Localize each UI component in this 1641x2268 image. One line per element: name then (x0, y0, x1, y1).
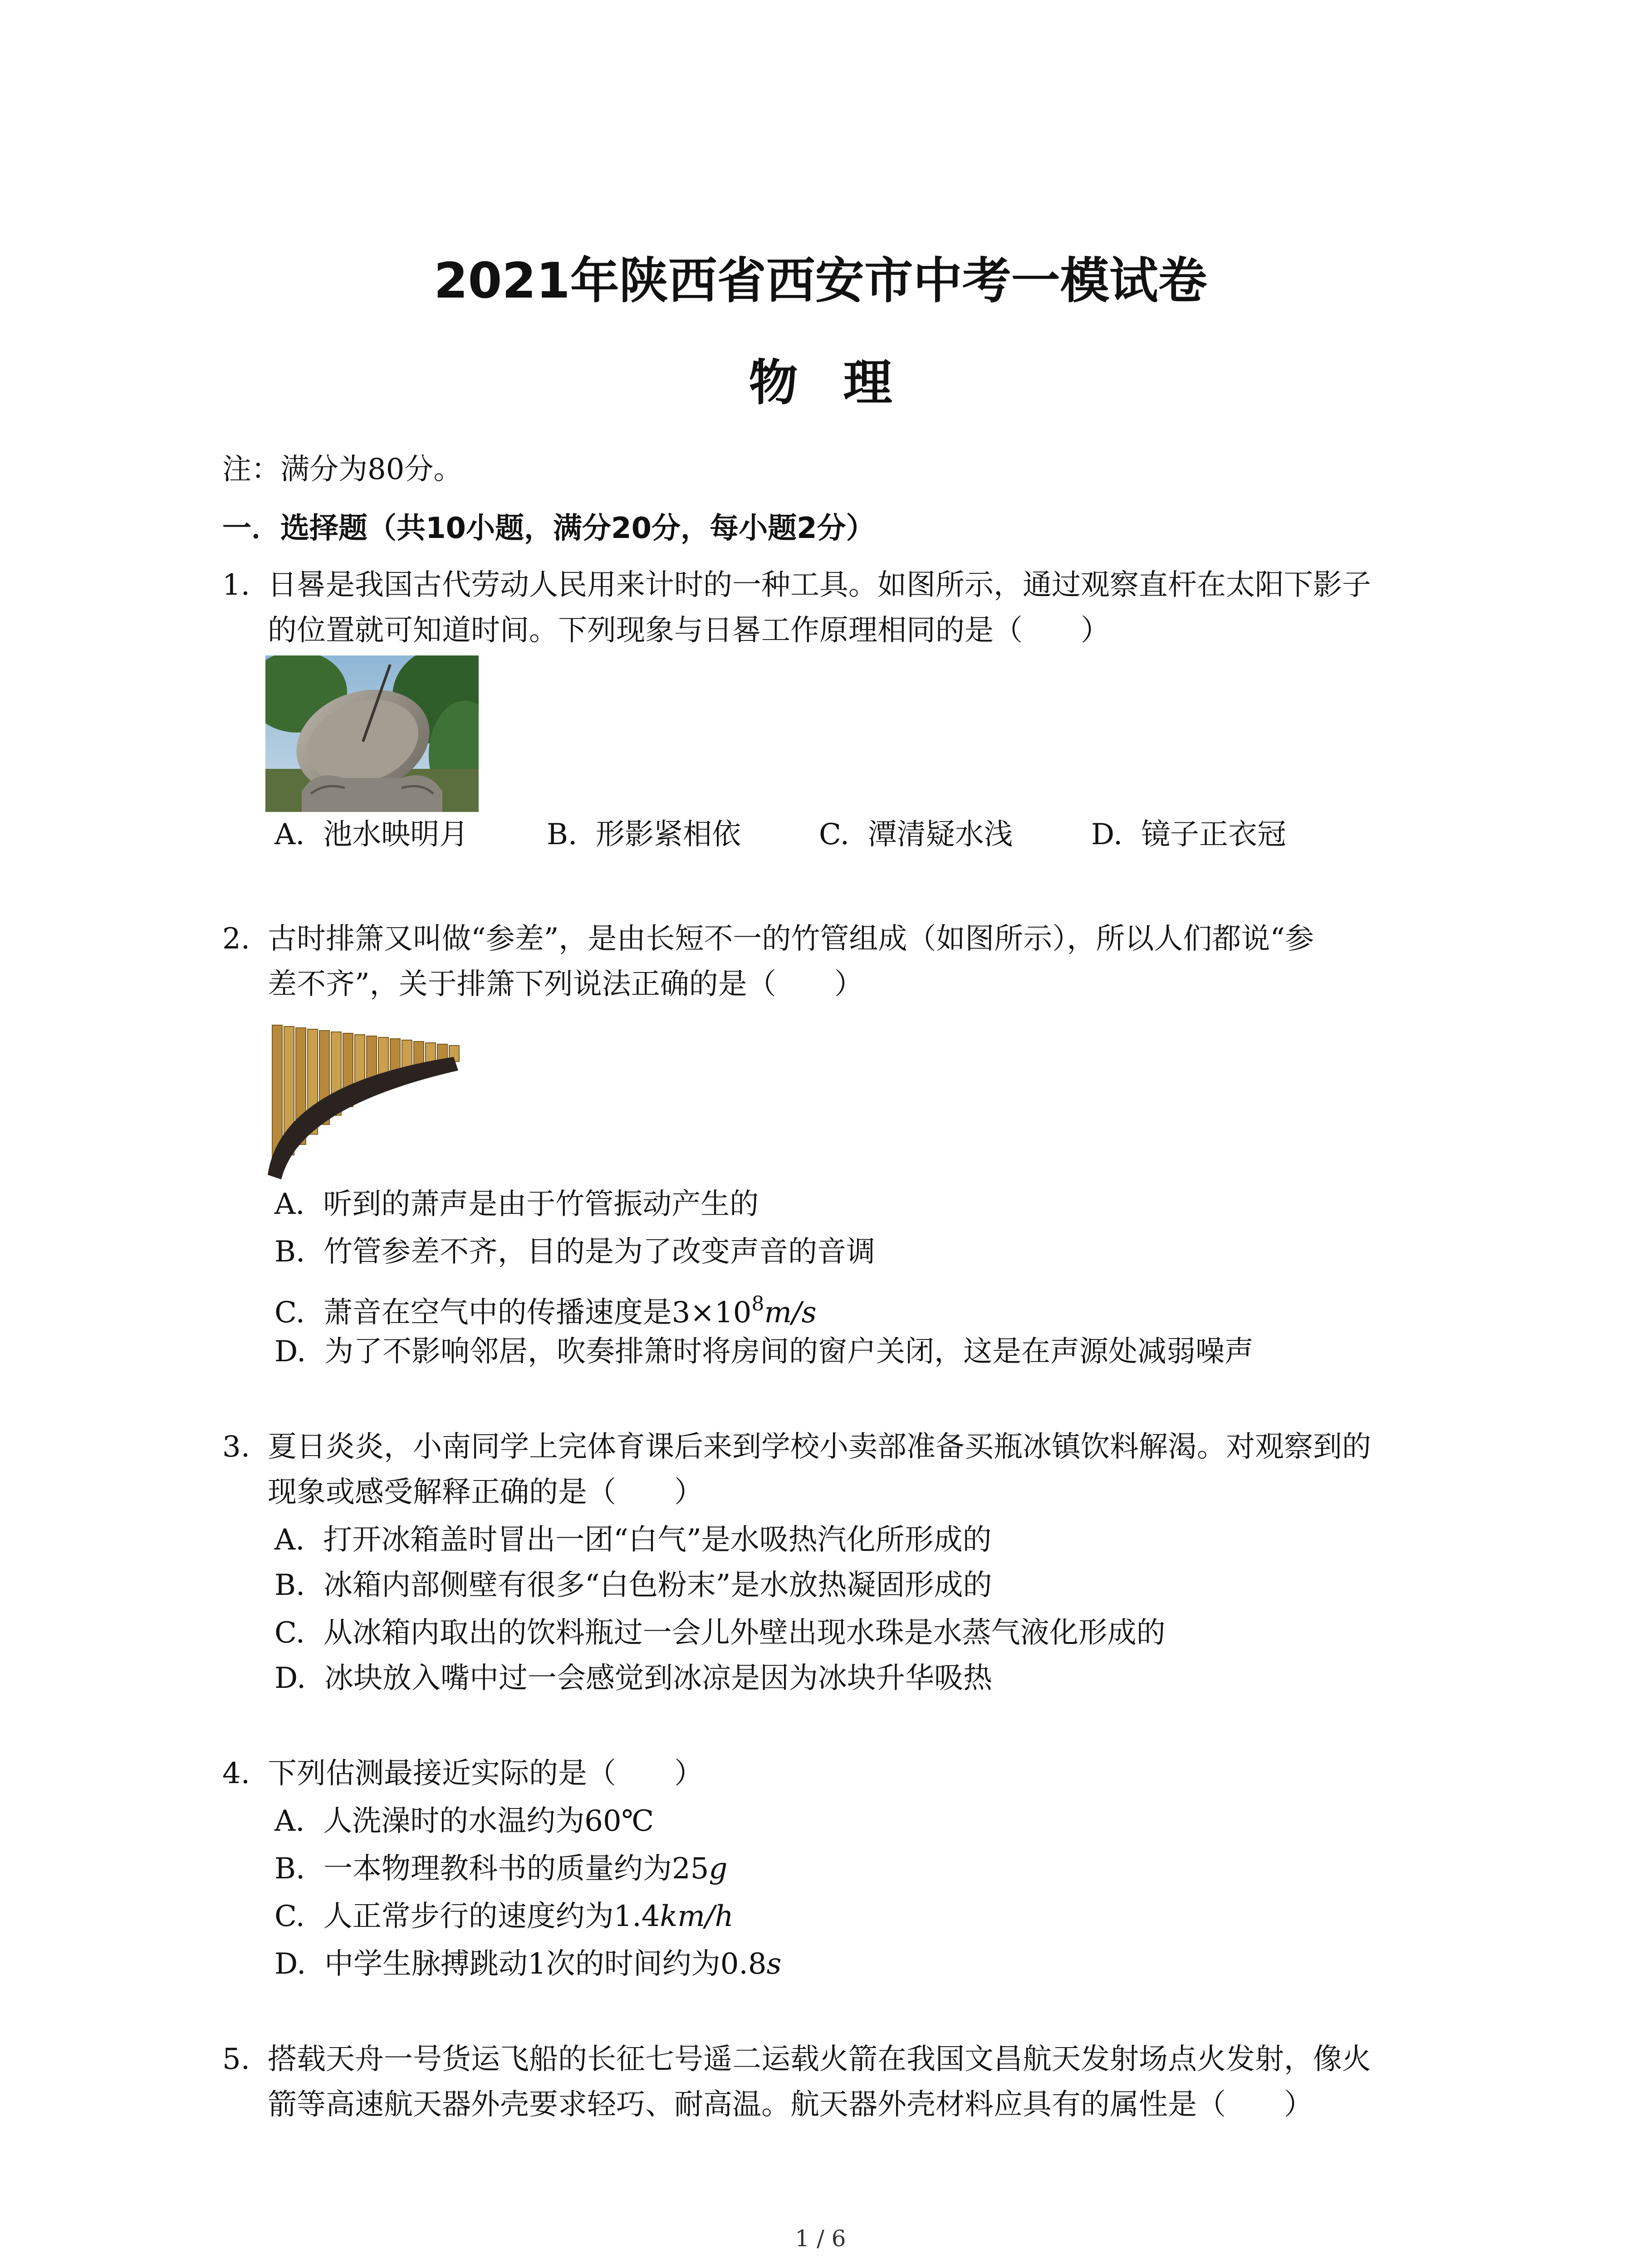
exam-title: 2021年陕西省西安市中考一模试卷 (434, 253, 1207, 309)
option-label: B. (274, 1235, 305, 1269)
option-text: 潭清疑水浅 (867, 818, 1013, 851)
question-4-option-a[interactable] (274, 1801, 654, 1842)
option-label: A. (274, 1804, 305, 1838)
question-1-option-b[interactable] (547, 814, 741, 855)
page-number: 1 / 6 (795, 2225, 846, 2252)
question-1-line-2: 的位置就可知道时间。下列现象与日晷工作原理相同的是（ ） (268, 614, 1110, 647)
question-3-line-1: 夏日炎炎，小南同学上完体育课后来到学校小卖部准备买瓶冰镇饮料解渴。对观察到的 (268, 1430, 1371, 1464)
superscript: 8 (751, 1292, 764, 1315)
subject-title: 物理 (749, 355, 938, 411)
option-label: C. (274, 1616, 305, 1650)
option-text: 为了不影响邻居，吹奏排箫时将房间的窗户关闭，这是在声源处减弱噪声 (324, 1335, 1254, 1369)
question-2-line-2: 差不齐”，关于排箫下列说法正确的是（ ） (268, 968, 863, 1001)
question-4-option-b[interactable] (274, 1848, 727, 1889)
question-3-option-c[interactable] (274, 1613, 1166, 1653)
option-label: A. (274, 1523, 305, 1557)
option-label: B. (274, 1569, 305, 1602)
option-text: 竹管参差不齐，目的是为了改变声音的音调 (323, 1235, 876, 1269)
unit: s (766, 1947, 782, 1981)
question-5-line-1: 搭载天舟一号货运飞船的长征七号遥二运载火箭在我国文昌航天发射场点火发射，像火 (268, 2043, 1371, 2076)
option-label: B. (274, 1852, 305, 1886)
option-label: A. (274, 1188, 305, 1221)
question-2-option-c[interactable] (274, 1284, 817, 1333)
option-text: 人洗澡时的水温约为60℃ (323, 1804, 654, 1838)
option-text: 打开冰箱盖时冒出一团“白气”是水吸热汽化所形成的 (323, 1523, 992, 1557)
question-5-line-2: 箭等高速航天器外壳要求轻巧、耐高温。航天器外壳材料应具有的属性是（ ） (268, 2088, 1313, 2121)
question-2-option-b[interactable] (274, 1232, 875, 1272)
option-label: C. (274, 1900, 305, 1933)
option-text: 人正常步行的速度约为1.4 (323, 1900, 660, 1933)
unit: km/h (660, 1900, 734, 1933)
question-4-option-c[interactable] (274, 1896, 734, 1937)
question-1-line-1: 日晷是我国古代劳动人民用来计时的一种工具。如图所示，通过观察直杆在太阳下影子 (268, 568, 1371, 602)
panflute-image (263, 1016, 463, 1184)
score-note: 注：满分为80分。 (222, 453, 463, 486)
question-2-line-1: 古时排箫又叫做“参差”，是由长短不一的竹管组成（如图所示），所以人们都说“参 (268, 922, 1314, 956)
question-2-option-d[interactable] (274, 1331, 1254, 1372)
question-4-option-d[interactable] (274, 1944, 781, 1984)
option-text: 池水映明月 (323, 818, 469, 851)
question-3-option-b[interactable] (274, 1565, 992, 1606)
question-3-option-a[interactable] (274, 1520, 992, 1560)
unit: m/s (764, 1296, 817, 1330)
option-text: 镜子正衣冠 (1141, 818, 1287, 851)
option-text: 听到的萧声是由于竹管振动产生的 (323, 1188, 759, 1221)
option-text: 萧音在空气中的传播速度是3×10 (323, 1296, 752, 1330)
question-1-option-c[interactable] (819, 814, 1013, 855)
question-3-option-d[interactable] (274, 1658, 992, 1699)
option-label: D. (274, 1947, 306, 1981)
option-label: D. (1091, 818, 1123, 851)
question-1-number: 1. (222, 568, 250, 602)
option-text: 一本物理教科书的质量约为25 (323, 1852, 709, 1886)
option-text: 中学生脉搏跳动1次的时间约为0.8 (324, 1947, 767, 1981)
option-label: C. (819, 818, 850, 851)
unit: g (709, 1852, 728, 1886)
question-4-line-1: 下列估测最接近实际的是（ ） (268, 1757, 703, 1790)
question-2-option-a[interactable] (274, 1184, 759, 1225)
question-3-number: 3. (222, 1430, 250, 1464)
question-3-line-2: 现象或感受解释正确的是（ ） (268, 1476, 703, 1509)
option-text: 从冰箱内取出的饮料瓶过一会儿外壁出现水珠是水蒸气液化形成的 (323, 1616, 1166, 1650)
option-text: 冰箱内部侧壁有很多“白色粉末”是水放热凝固形成的 (323, 1569, 992, 1602)
option-label: D. (274, 1335, 306, 1369)
question-1-option-d[interactable] (1091, 814, 1286, 855)
option-text: 冰块放入嘴中过一会感觉到冰凉是因为冰块升华吸热 (324, 1662, 993, 1695)
option-label: A. (274, 818, 305, 851)
section-heading: 一．选择题（共10小题，满分20分，每小题2分） (222, 512, 875, 545)
option-text: 形影紧相依 (596, 818, 741, 851)
question-1-option-a[interactable] (274, 814, 468, 855)
option-label: B. (547, 818, 578, 851)
question-2-number: 2. (222, 922, 250, 956)
option-label: C. (274, 1296, 305, 1330)
sundial-image (265, 655, 479, 812)
option-label: D. (274, 1662, 306, 1695)
question-5-number: 5. (222, 2043, 250, 2076)
question-4-number: 4. (222, 1757, 250, 1790)
